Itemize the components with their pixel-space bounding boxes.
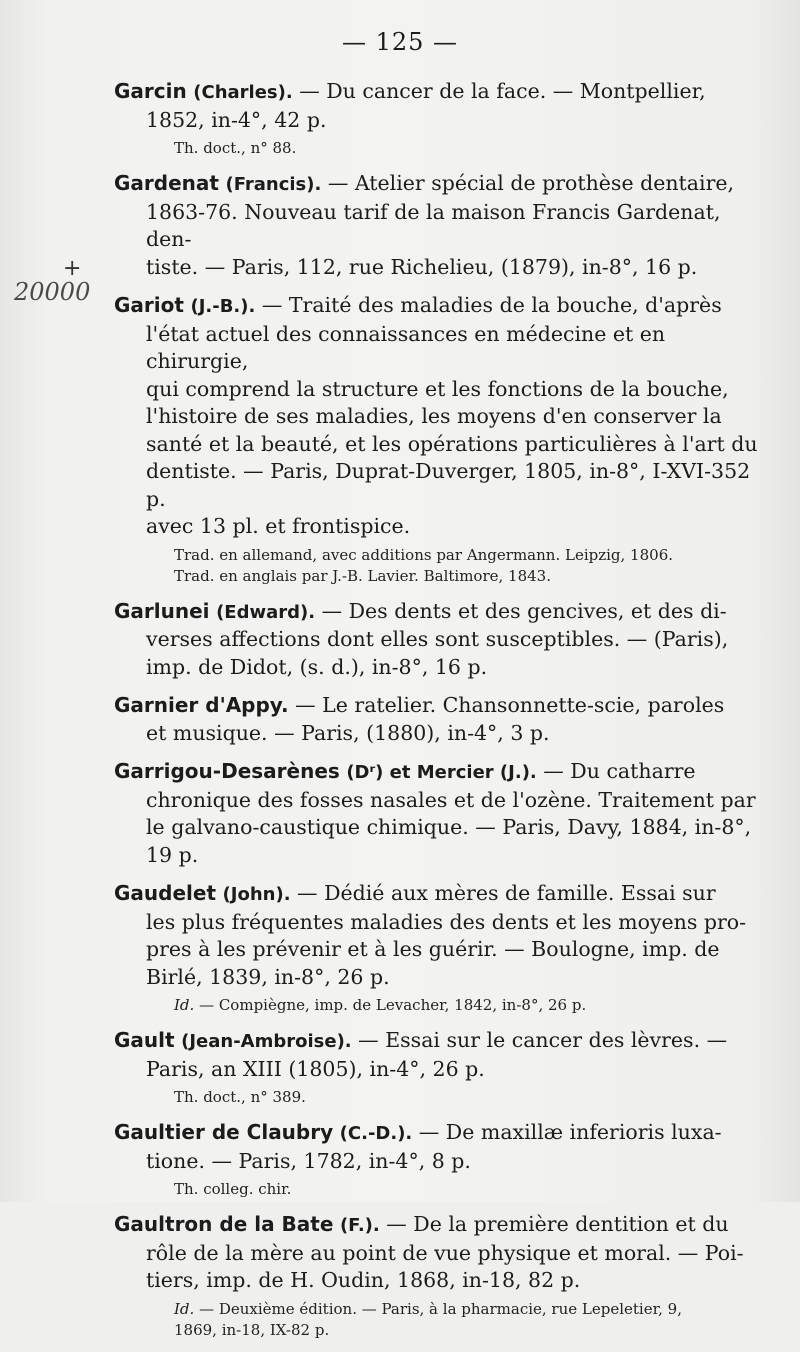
entry-notes: [116, 1087, 766, 1108]
bibliography-entry: [116, 880, 766, 1016]
entry-note-line: Th. doct., n° 88.: [174, 139, 297, 157]
entry-text: [116, 1119, 766, 1175]
entry-author: Gardenat: [114, 171, 219, 195]
entry-title-line: — Le ratelier. Chansonnette-scie, paroles: [288, 693, 725, 717]
entry-author-name: (Jean-Ambroise).: [181, 1031, 352, 1052]
entry-continuation-line: avec 13 pl. et frontispice.: [146, 514, 411, 538]
entry-continuation-line: imp. de Didot, (s. d.), in-8°, 16 p.: [146, 654, 488, 679]
entry-note-line: Id. — Deuxième édition. — Paris, à la pharmacie, rue Lepeletier, 9,: [174, 1299, 682, 1318]
entry-notes: [116, 995, 766, 1016]
entry-notes: [116, 138, 766, 159]
entry-continuation-line: l'histoire de ses maladies, les moyens d'en conserver la: [146, 404, 722, 428]
entry-continuation-line: tiste. — Paris, 112, rue Richelieu, (1879), in-8°, 16 p.: [146, 254, 698, 279]
entry-text: [116, 292, 766, 541]
entry-note-line: Th. doct., n° 389.: [174, 1088, 306, 1106]
entry-text: [116, 880, 766, 991]
entry-author: Gaudelet: [114, 881, 217, 905]
entry-author-name: (John).: [222, 884, 291, 905]
entry-title-line: — De maxillæ inferioris luxa-: [412, 1120, 722, 1144]
entry-author: Garlunei: [114, 598, 210, 623]
entry-continuation-line: dentiste. — Paris, Duprat-Duverger, 1805, in-8°, I-XVI-352 p.: [146, 459, 751, 511]
entry-author: Garcin: [114, 79, 187, 103]
entry-notes: [116, 545, 766, 587]
note-ibid-label: Id.: [174, 996, 195, 1014]
entry-title-line: — Essai sur le cancer des lèvres. —: [351, 1028, 728, 1052]
handwritten-margin-note: 20000: [14, 278, 91, 306]
entry-text: [116, 598, 766, 682]
entry-author-name: (J.-B.).: [190, 296, 256, 317]
bibliography-entries: [116, 78, 766, 1352]
entry-continuation-line: le galvano-caustique chimique. — Paris, Davy, 1884, in-8°,: [146, 815, 752, 839]
entry-continuation-line: Paris, an XIII (1805), in-4°, 26 p.: [146, 1056, 485, 1081]
entry-author-name: (Francis).: [225, 174, 322, 195]
entry-continuation-line: tiers, imp. de H. Oudin, 1868, in-18, 82 p.: [146, 1268, 581, 1292]
entry-continuation-line: verses affections dont elles sont susceptibles. — (Paris),: [146, 627, 729, 651]
entry-continuation-line: Birlé, 1839, in-8°, 26 p.: [146, 964, 390, 989]
entry-continuation-line: 1852, in-4°, 42 p.: [146, 107, 327, 132]
entry-notes: [116, 1299, 766, 1341]
entry-author-name: (Dʳ) et Mercier (J.).: [346, 762, 537, 783]
entry-continuation-line: 19 p.: [146, 842, 199, 867]
bibliography-entry: [116, 1119, 766, 1200]
entry-continuation-line: pres à les prévenir et à les guérir. — Boulogne, imp. de: [146, 937, 720, 961]
entry-continuation-line: l'état actuel des connaissances en médecine et en chirurgie,: [146, 321, 666, 373]
entry-author: Gariot: [114, 293, 184, 317]
entry-note-line: Trad. en anglais par J.-B. Lavier. Baltimore, 1843.: [174, 566, 551, 585]
entry-title-line: — De la première dentition et du: [379, 1212, 729, 1236]
entry-note-line: 1869, in-18, IX-82 p.: [174, 1320, 330, 1339]
entry-continuation-line: et musique. — Paris, (1880), in-4°, 3 p.: [146, 720, 550, 745]
entry-author: Gaultier de Claubry: [114, 1120, 334, 1144]
entry-text: [116, 1211, 766, 1295]
entry-author: Garnier d'Appy.: [114, 693, 289, 717]
entry-text: [116, 692, 766, 747]
entry-text: [116, 758, 766, 869]
bibliography-entry: [116, 1211, 766, 1341]
bibliography-entry: [116, 758, 766, 869]
entry-title-line: — Du catharre: [536, 759, 696, 783]
entry-author: Gaultron de la Bate: [114, 1212, 334, 1236]
entry-title-line: — Des dents et des gencives, et des di-: [315, 598, 727, 623]
entry-continuation-line: tione. — Paris, 1782, in-4°, 8 p.: [146, 1148, 471, 1173]
entry-continuation-line: chronique des fosses nasales et de l'ozène. Traitement par: [146, 787, 756, 812]
bibliography-entry: [116, 78, 766, 159]
entry-continuation-line: rôle de la mère au point de vue physique et moral. — Poi-: [146, 1240, 744, 1265]
margin-plus-mark: +: [63, 256, 82, 281]
bibliography-entry: [116, 292, 766, 587]
entry-author: Garrigou-Desarènes: [114, 759, 340, 783]
page-number: — 125 —: [341, 28, 459, 56]
entry-author-name: (Edward).: [216, 601, 316, 623]
note-ibid-label: Id.: [174, 1299, 195, 1318]
entry-continuation-line: santé et la beauté, et les opérations particulières à l'art du: [146, 431, 758, 456]
bibliography-entry: [116, 170, 766, 281]
entry-text: [116, 78, 766, 134]
entry-note-line: Trad. en allemand, avec additions par Angermann. Leipzig, 1806.: [174, 545, 673, 564]
entry-author-name: (F.).: [339, 1215, 380, 1236]
entry-text: [116, 1027, 766, 1083]
entry-author: Gault: [114, 1028, 175, 1052]
entry-title-line: — Atelier spécial de prothèse dentaire,: [321, 171, 735, 195]
entry-title-line: — Dédié aux mères de famille. Essai sur: [290, 881, 716, 905]
bibliography-entry: [116, 692, 766, 747]
entry-author-name: (C.-D.).: [339, 1123, 413, 1144]
entry-continuation-line: qui comprend la structure et les fonctions de la bouche,: [146, 376, 729, 401]
bibliography-entry: [116, 1027, 766, 1108]
entry-text: [116, 170, 766, 281]
entry-note-line: Id. — Compiègne, imp. de Levacher, 1842, in-8°, 26 p.: [174, 996, 587, 1014]
entry-title-line: — Traité des maladies de la bouche, d'après: [255, 293, 722, 317]
entry-note-line: Th. colleg. chir.: [174, 1180, 292, 1198]
entry-continuation-line: 1863-76. Nouveau tarif de la maison Francis Gardenat, den-: [146, 199, 721, 251]
bibliography-entry: [116, 598, 766, 682]
entry-author-name: (Charles).: [193, 82, 293, 103]
entry-continuation-line: les plus fréquentes maladies des dents et les moyens pro-: [146, 909, 747, 934]
entry-notes: [116, 1179, 766, 1200]
entry-title-line: — Du cancer de la face. — Montpellier,: [292, 79, 706, 103]
